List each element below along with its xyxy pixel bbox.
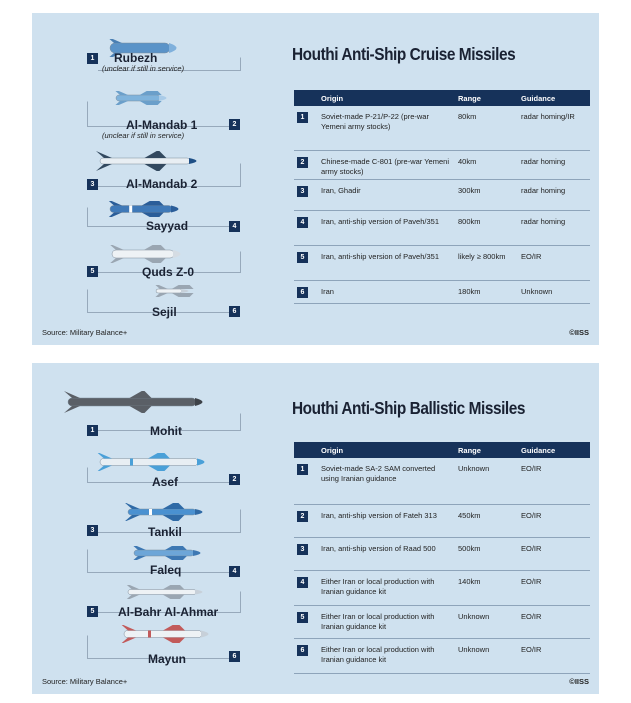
row-origin: Either Iran or local production with Iranian guidance kit bbox=[321, 577, 435, 596]
row-range: Unknown bbox=[458, 645, 490, 654]
ballistic-col-range: Range bbox=[458, 446, 481, 455]
missile-fin bbox=[112, 91, 128, 95]
missile-body bbox=[124, 631, 202, 638]
missile-fin bbox=[106, 201, 122, 206]
missile-body bbox=[116, 95, 160, 101]
missile-image bbox=[94, 151, 206, 171]
missile-wing bbox=[163, 638, 185, 644]
missile-fin bbox=[108, 245, 124, 250]
missile-image bbox=[94, 453, 214, 471]
missile-stripe bbox=[148, 631, 151, 638]
missile-nose bbox=[173, 250, 181, 258]
missile-nose bbox=[201, 631, 209, 638]
row-number-badge: 2 bbox=[297, 511, 308, 522]
missile-image bbox=[122, 585, 212, 599]
missile-number-badge: 6 bbox=[229, 306, 240, 317]
missile-stripe bbox=[130, 459, 133, 466]
missile-name: Mohit bbox=[150, 424, 182, 438]
missile-name: Al-Bahr Al-Ahmar bbox=[118, 605, 219, 619]
missile-name: Mayun bbox=[148, 652, 187, 666]
missile-name: Sejil bbox=[152, 305, 177, 319]
row-guidance: EO/IR bbox=[521, 511, 542, 520]
ballistic-col-guidance: Guidance bbox=[521, 446, 556, 455]
row-number-badge: 2 bbox=[297, 157, 308, 168]
row-guidance: EO/IR bbox=[521, 252, 542, 261]
ballistic-missile-list bbox=[32, 363, 282, 666]
row-range: 180km bbox=[458, 287, 481, 296]
missile-name: Quds Z-0 bbox=[142, 265, 195, 279]
row-number-badge: 4 bbox=[297, 217, 308, 228]
missile-fin bbox=[130, 546, 146, 550]
missile-body bbox=[68, 398, 196, 406]
row-guidance: EO/IR bbox=[521, 544, 542, 553]
missile-number-badge: 6 bbox=[229, 651, 240, 662]
missile-wing bbox=[163, 503, 185, 509]
table-row bbox=[294, 211, 590, 246]
row-number-badge: 1 bbox=[297, 112, 308, 123]
table-row bbox=[294, 151, 590, 180]
row-origin: Either Iran or local production with Iranian guidance kit bbox=[321, 612, 435, 631]
ballistic-table-header bbox=[294, 442, 590, 458]
cruise-col-origin: Origin bbox=[321, 94, 344, 103]
row-origin: Either Iran or local production with Iranian guidance kit bbox=[321, 645, 435, 664]
ballistic-copyright: ©IISS bbox=[569, 677, 589, 686]
row-range: Unknown bbox=[458, 464, 490, 473]
missile-nose bbox=[159, 95, 167, 101]
cruise-col-guidance: Guidance bbox=[521, 94, 556, 103]
missile-wing bbox=[163, 585, 185, 590]
missile-number-badge: 2 bbox=[229, 119, 240, 130]
missile-name: Rubezh bbox=[114, 51, 158, 65]
missile-fin bbox=[120, 638, 136, 644]
missile-nose bbox=[169, 43, 177, 53]
table-row bbox=[294, 180, 590, 211]
row-guidance: EO/IR bbox=[521, 464, 542, 473]
cruise-table-header bbox=[294, 90, 590, 106]
missile-fin bbox=[96, 164, 112, 171]
missile-body bbox=[128, 590, 196, 595]
missile-nose bbox=[171, 206, 179, 213]
missile-number-badge: 5 bbox=[87, 606, 98, 617]
missile-name: Al-Mandab 2 bbox=[126, 177, 198, 191]
missile-nose bbox=[189, 158, 197, 164]
missile-stripe bbox=[129, 206, 132, 213]
missile-nose bbox=[181, 289, 189, 293]
missile-body bbox=[100, 158, 190, 164]
row-origin: Iran, Ghadir bbox=[321, 186, 361, 195]
row-number-badge: 4 bbox=[297, 577, 308, 588]
missile-image bbox=[128, 546, 210, 560]
cruise-source: Source: Military Balance+ bbox=[42, 328, 128, 337]
ballistic-table bbox=[294, 442, 590, 674]
missile-number-badge: 4 bbox=[229, 566, 240, 577]
cruise-table bbox=[294, 90, 590, 304]
missile-body bbox=[128, 509, 196, 515]
missile-wing bbox=[165, 556, 187, 560]
row-origin: Soviet-made P-21/P-22 (pre-war Yemeni army stocks) bbox=[321, 112, 429, 131]
row-number-badge: 1 bbox=[297, 464, 308, 475]
missile-wing bbox=[172, 285, 194, 289]
table-row bbox=[294, 505, 590, 538]
missile-nose bbox=[193, 550, 201, 556]
row-origin: Soviet-made SA-2 SAM converted using Iranian guidance bbox=[321, 464, 436, 483]
row-guidance: radar homing/IR bbox=[521, 112, 575, 121]
ballistic-col-origin: Origin bbox=[321, 446, 344, 455]
missile-nose bbox=[197, 459, 205, 466]
missile-number-badge: 1 bbox=[87, 53, 98, 64]
missile-stripe bbox=[149, 509, 152, 515]
missile-image bbox=[122, 503, 212, 521]
missile-image bbox=[118, 625, 218, 643]
table-row bbox=[294, 246, 590, 281]
missile-fin bbox=[108, 258, 124, 263]
cruise-col-range: Range bbox=[458, 94, 481, 103]
table-row bbox=[294, 538, 590, 571]
missile-wing bbox=[148, 466, 170, 472]
missile-wing bbox=[144, 258, 166, 263]
missile-fin bbox=[124, 595, 140, 600]
missile-name: Sayyad bbox=[146, 219, 189, 233]
missile-nose bbox=[195, 398, 203, 406]
missile-fin bbox=[120, 625, 136, 631]
ballistic-source: Source: Military Balance+ bbox=[42, 677, 128, 686]
row-range: 500km bbox=[458, 544, 481, 553]
missile-wing bbox=[163, 515, 185, 521]
missile-name: Al-Mandab 1 bbox=[126, 118, 198, 132]
missile-fin bbox=[64, 391, 80, 398]
row-guidance: EO/IR bbox=[521, 645, 542, 654]
table-row bbox=[294, 281, 590, 304]
missile-note: (unclear if still in service) bbox=[102, 131, 185, 140]
missile-body bbox=[134, 550, 194, 556]
missile-fin bbox=[124, 515, 140, 521]
missile-wing bbox=[140, 91, 162, 95]
row-number-badge: 3 bbox=[297, 186, 308, 197]
missile-wing bbox=[163, 595, 185, 600]
missile-image bbox=[104, 201, 188, 217]
missile-wing bbox=[163, 625, 185, 631]
row-range: 450km bbox=[458, 511, 481, 520]
row-guidance: EO/IR bbox=[521, 577, 542, 586]
missile-wing bbox=[130, 406, 152, 413]
missile-number-badge: 5 bbox=[87, 266, 98, 277]
row-origin: Iran, anti-ship version of Fateh 313 bbox=[321, 511, 437, 520]
missile-name: Tankil bbox=[148, 525, 182, 539]
row-number-badge: 5 bbox=[297, 252, 308, 263]
row-range: Unknown bbox=[458, 612, 490, 621]
missile-fin bbox=[96, 453, 112, 459]
missile-wing bbox=[144, 151, 166, 158]
row-origin: Chinese-made C-801 (pre-war Yemeni army stocks) bbox=[321, 157, 449, 176]
missile-fin bbox=[152, 285, 168, 289]
missile-image bbox=[106, 245, 190, 263]
missile-fin bbox=[124, 585, 140, 590]
missile-fin bbox=[106, 213, 122, 218]
cruise-copyright: ©IISS bbox=[569, 328, 589, 337]
missile-wing bbox=[148, 453, 170, 459]
row-number-badge: 5 bbox=[297, 612, 308, 623]
missile-fin bbox=[64, 406, 80, 413]
ballistic-missiles-panel bbox=[32, 363, 599, 694]
row-range: 800km bbox=[458, 217, 481, 226]
cruise-missiles-panel bbox=[32, 13, 599, 345]
table-row bbox=[294, 571, 590, 606]
missile-wing bbox=[130, 391, 152, 398]
missile-image bbox=[110, 91, 176, 105]
row-range: 300km bbox=[458, 186, 481, 195]
cruise-panel-title: Houthi Anti-Ship Cruise Missiles bbox=[292, 44, 516, 64]
missile-body bbox=[112, 250, 174, 258]
table-row bbox=[294, 639, 590, 674]
missile-fin bbox=[124, 503, 140, 509]
row-guidance: radar homing bbox=[521, 217, 566, 226]
row-number-badge: 6 bbox=[297, 287, 308, 298]
missile-number-badge: 3 bbox=[87, 179, 98, 190]
missile-fin bbox=[130, 556, 146, 560]
missile-wing bbox=[140, 101, 162, 105]
missile-number-badge: 4 bbox=[229, 221, 240, 232]
missile-number-badge: 2 bbox=[229, 474, 240, 485]
table-row bbox=[294, 606, 590, 639]
missile-wing bbox=[172, 293, 194, 297]
missile-nose bbox=[195, 590, 203, 595]
missile-fin bbox=[96, 151, 112, 158]
row-number-badge: 3 bbox=[297, 544, 308, 555]
table-row bbox=[294, 458, 590, 505]
missile-nose bbox=[195, 509, 203, 515]
row-range: 40km bbox=[458, 157, 477, 166]
missile-image bbox=[150, 285, 198, 297]
missile-fin bbox=[96, 466, 112, 472]
row-range: likely ≥ 800km bbox=[458, 252, 506, 261]
table-row bbox=[294, 106, 590, 151]
row-number-badge: 6 bbox=[297, 645, 308, 656]
missile-wing bbox=[142, 201, 164, 206]
row-guidance: radar homing bbox=[521, 186, 566, 195]
missile-name: Faleq bbox=[150, 563, 182, 577]
missile-body bbox=[156, 289, 182, 293]
row-guidance: Unknown bbox=[521, 287, 553, 296]
missile-wing bbox=[165, 546, 187, 550]
missile-number-badge: 3 bbox=[87, 525, 98, 536]
missile-number-badge: 1 bbox=[87, 425, 98, 436]
row-guidance: EO/IR bbox=[521, 612, 542, 621]
missile-fin bbox=[152, 293, 168, 297]
missile-body bbox=[110, 206, 172, 213]
row-origin: Iran bbox=[321, 287, 334, 296]
row-origin: Iran, anti-ship version of Paveh/351 bbox=[321, 217, 439, 226]
missile-note: (unclear if still in service) bbox=[102, 64, 185, 73]
missile-fin bbox=[112, 101, 128, 105]
row-origin: Iran, anti-ship version of Paveh/351 bbox=[321, 252, 439, 261]
missile-name: Asef bbox=[152, 475, 179, 489]
row-guidance: radar homing bbox=[521, 157, 566, 166]
ballistic-panel-title: Houthi Anti-Ship Ballistic Missiles bbox=[292, 398, 526, 418]
row-range: 80km bbox=[458, 112, 477, 121]
row-range: 140km bbox=[458, 577, 481, 586]
missile-wing bbox=[144, 164, 166, 171]
missile-body bbox=[100, 459, 198, 466]
missile-wing bbox=[142, 213, 164, 218]
row-origin: Iran, anti-ship version of Raad 500 bbox=[321, 544, 436, 553]
missile-image bbox=[62, 391, 212, 413]
missile-fin bbox=[106, 39, 122, 43]
cruise-missile-list bbox=[32, 13, 282, 319]
missile-wing bbox=[144, 245, 166, 250]
